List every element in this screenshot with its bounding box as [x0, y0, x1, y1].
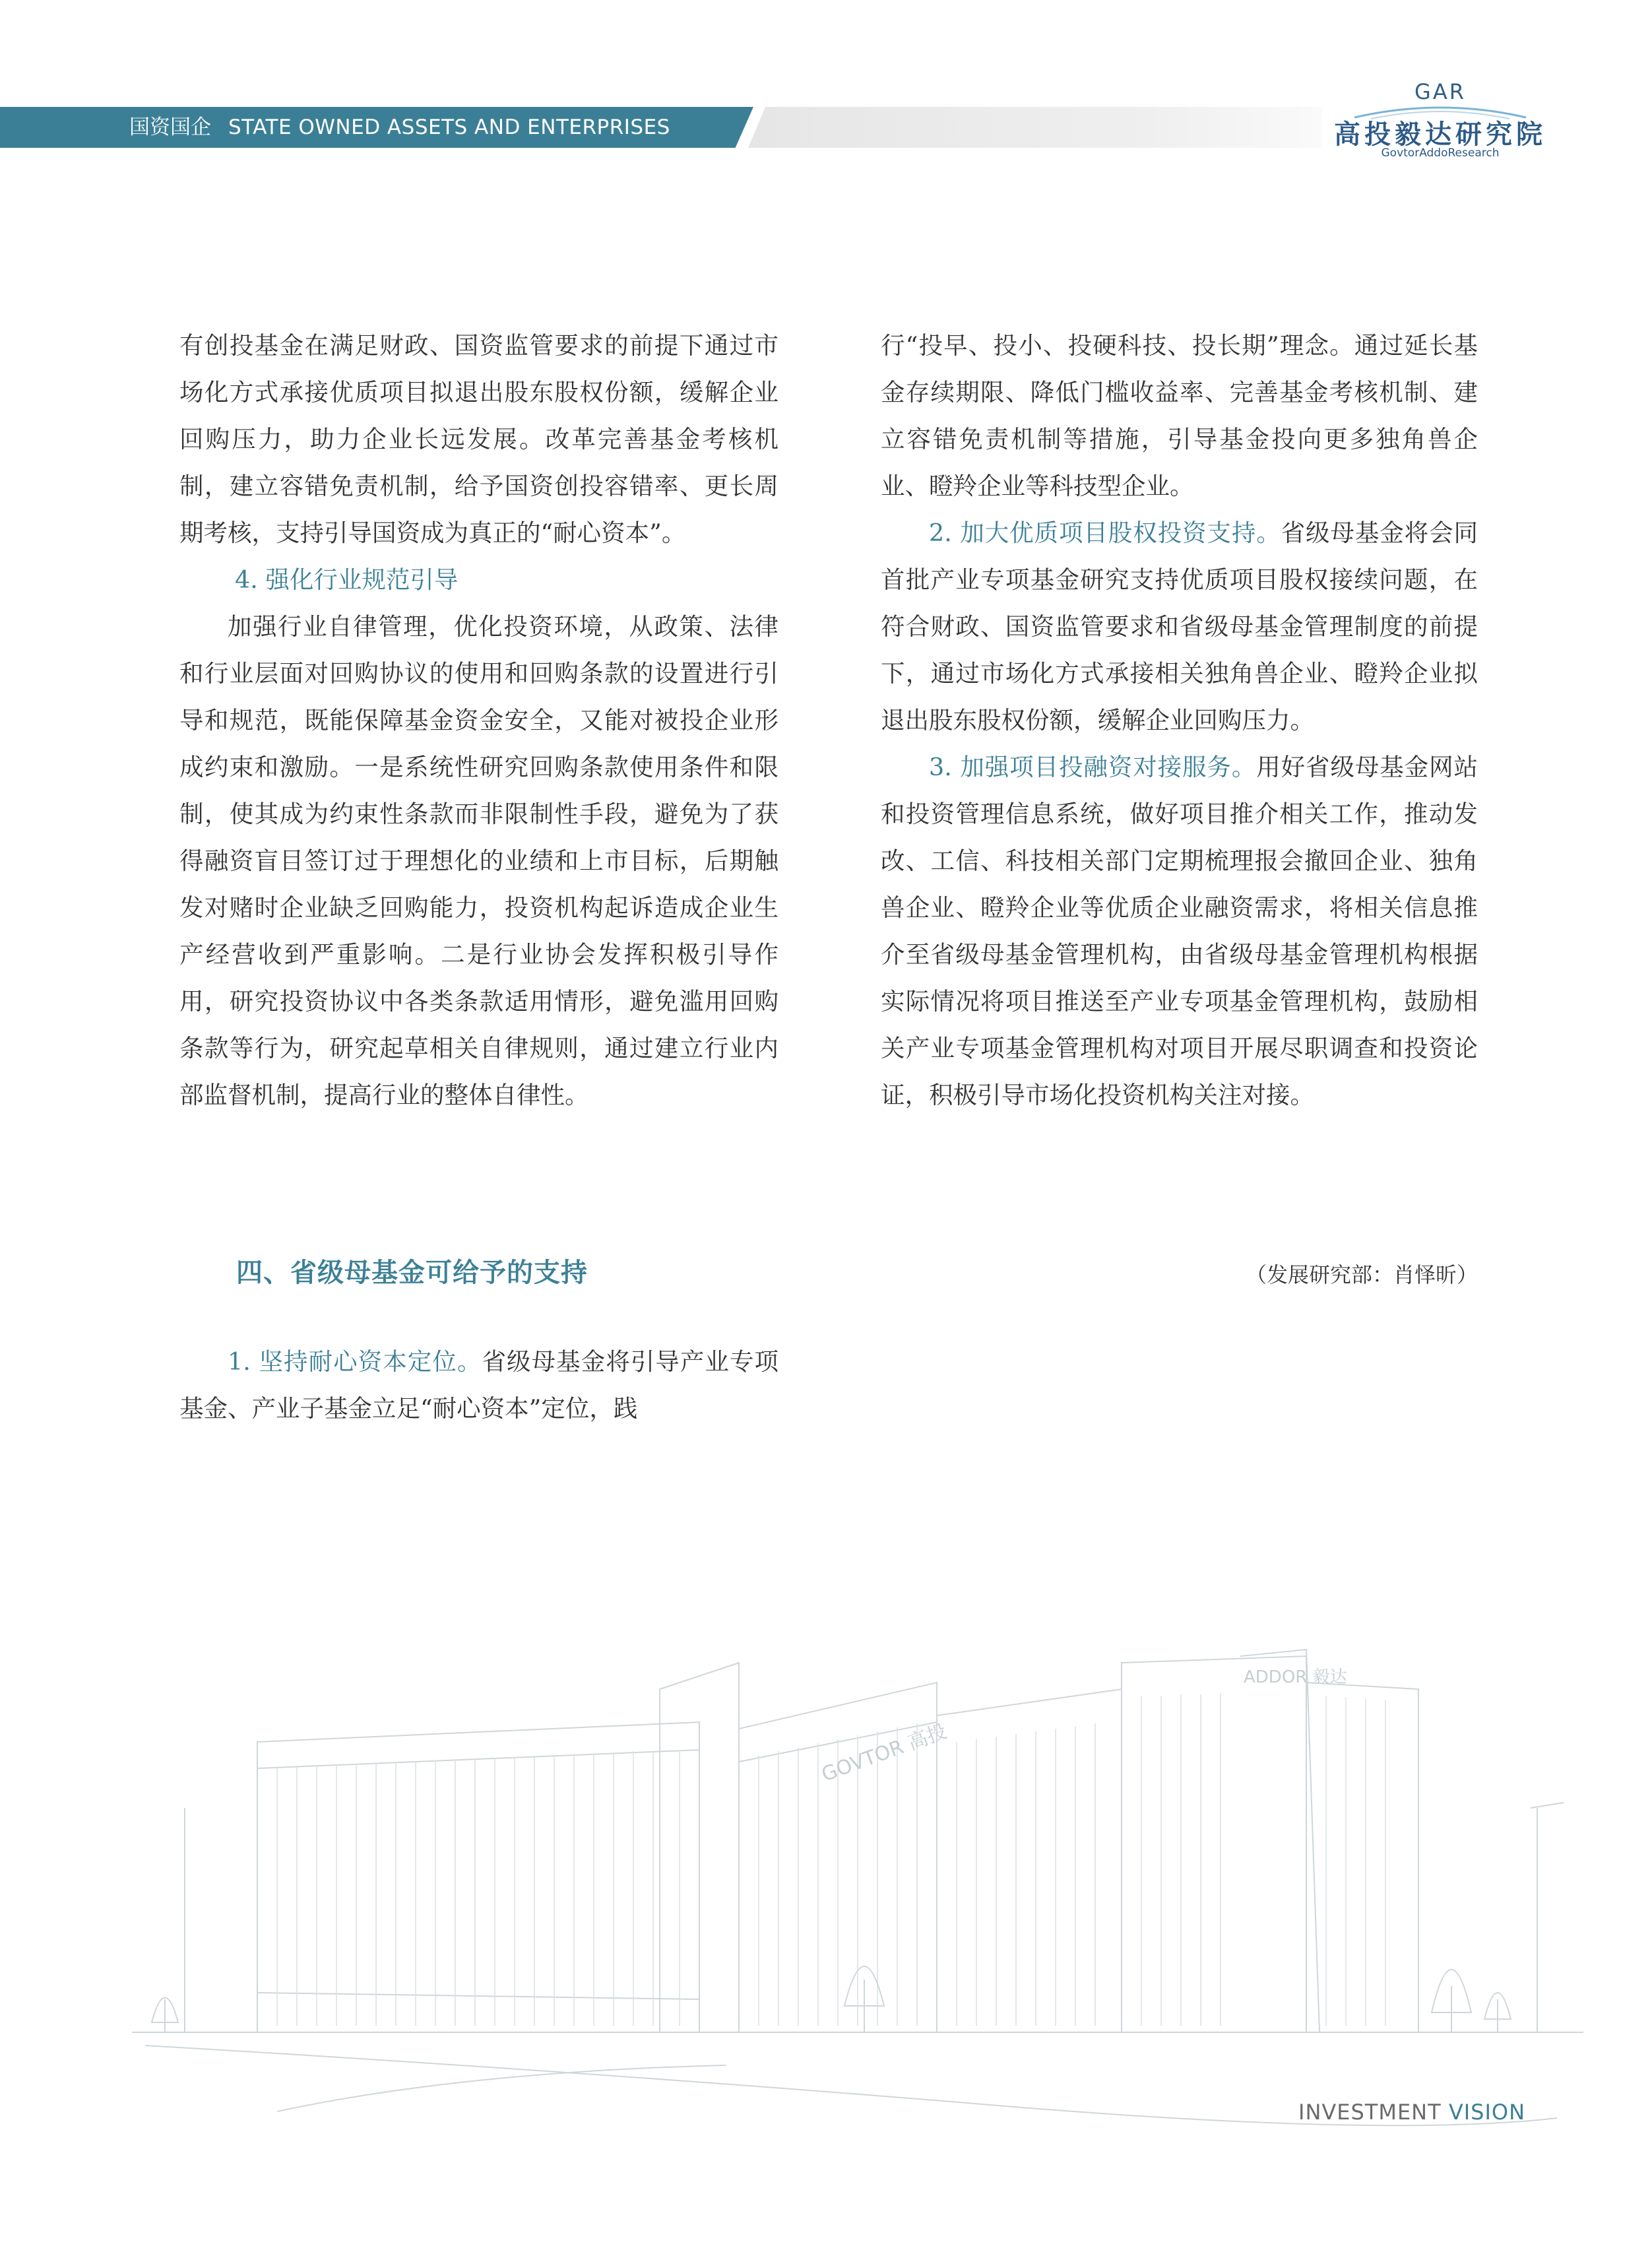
building-illustration — [0, 1610, 1652, 2138]
left-subheading-4: 4. 强化行业规范引导 — [235, 565, 459, 594]
header-section-label — [129, 107, 670, 148]
item-3-body: 用好省级母基金网站和投资管理信息系统，做好项目推介相关工作，推动发改、工信、科技相关部门定期梳理报会撤回企业、独角兽企业、瞪羚企业等优质企业融资需求，将相关信息推介至省级母基金管理机构，由省级母基金管理机构根据实际情况将项目推送至产业专项基金管理机构，鼓励相关产业专项基金管理机构对项目开展尽职调查和投资论证，积极引导市场化投资机构关注对接。 — [881, 753, 1478, 1109]
logo-name-cn: 高投毅达研究院 — [1334, 119, 1546, 150]
header-light-band — [748, 107, 1322, 148]
building-sign-govtor: GOVTOR 高投 — [818, 1720, 950, 1787]
item-1-body: 省级母基金将引导产业专项基金、产业子基金立足“耐心资本”定位，践 — [179, 1347, 778, 1423]
item-2-heading: 2. 加大优质项目股权投资支持。 — [929, 519, 1281, 547]
logo-abbr: GAR — [1414, 79, 1466, 104]
header-section-en: STATE OWNED ASSETS AND ENTERPRISES — [228, 115, 670, 139]
footer-brand — [1298, 2100, 1525, 2125]
right-column — [881, 322, 1478, 1118]
gar-logo — [1331, 74, 1549, 166]
item-3 — [881, 744, 1478, 1118]
right-paragraph-1: 行“投早、投小、投硬科技、投长期”理念。通过延长基金存续期限、降低门槛收益率、完善基金考核机制、建立容错免责机制等措施，引导基金投向更多独角兽企业、瞪羚企业等科技型企业。 — [881, 331, 1478, 500]
section-title: 四、省级母基金可给予的支持 — [236, 1258, 588, 1288]
item-2-body: 省级母基金将会同首批产业专项基金研究支持优质项目股权接续问题，在符合财政、国资监管要求和省级母基金管理制度的前提下，通过市场化方式承接相关独角兽企业、瞪羚企业拟退出股东股权份额，缓解企业回购压力。 — [881, 519, 1478, 734]
logo-name-en: GovtorAddoResearch — [1381, 146, 1500, 160]
left-paragraph-2: 加强行业自律管理，优化投资环境，从政策、法律和行业层面对回购协议的使用和回购条款的设置进行引导和规范，既能保障基金资金安全，又能对被投企业形成约束和激励。一是系统性研究回购条款使用条件和限制，使其成为约束性条款而非限制性手段，避免为了获得融资盲目签订过于理想化的业绩和上市目标，后期触发对赌时企业缺乏回购能力，投资机构起诉造成企业生产经营收到严重影响。二是行业协会发挥积极引导作用，研究投资协议中各类条款适用情形，避免滥用回购条款等行为，研究起草相关自律规则，通过建立行业内部监督机制，提高行业的整体自律性。 — [179, 612, 778, 1109]
author-credit: （发展研究部：肖怿昕） — [1245, 1262, 1478, 1287]
item-3-heading: 3. 加强项目投融资对接服务。 — [929, 753, 1257, 781]
footer-investment: INVESTMENT — [1298, 2100, 1449, 2125]
item-2 — [881, 509, 1478, 744]
building-sign-addor: ADDOR 毅达 — [1244, 1667, 1347, 1687]
item-1-heading: 1. 坚持耐心资本定位。 — [228, 1347, 482, 1376]
section-item-1 — [179, 1338, 778, 1432]
footer-vision: VISION — [1448, 2100, 1526, 2125]
header-section-cn: 国资国企 — [129, 115, 211, 139]
left-paragraph-1: 有创投基金在满足财政、国资监管要求的前提下通过市场化方式承接优质项目拟退出股东股权份额，缓解企业回购压力，助力企业长远发展。改革完善基金考核机制，建立容错免责机制，给予国资创投容错率、更长周期考核，支持引导国资成为真正的“耐心资本”。 — [179, 331, 778, 547]
left-column — [179, 322, 778, 1118]
